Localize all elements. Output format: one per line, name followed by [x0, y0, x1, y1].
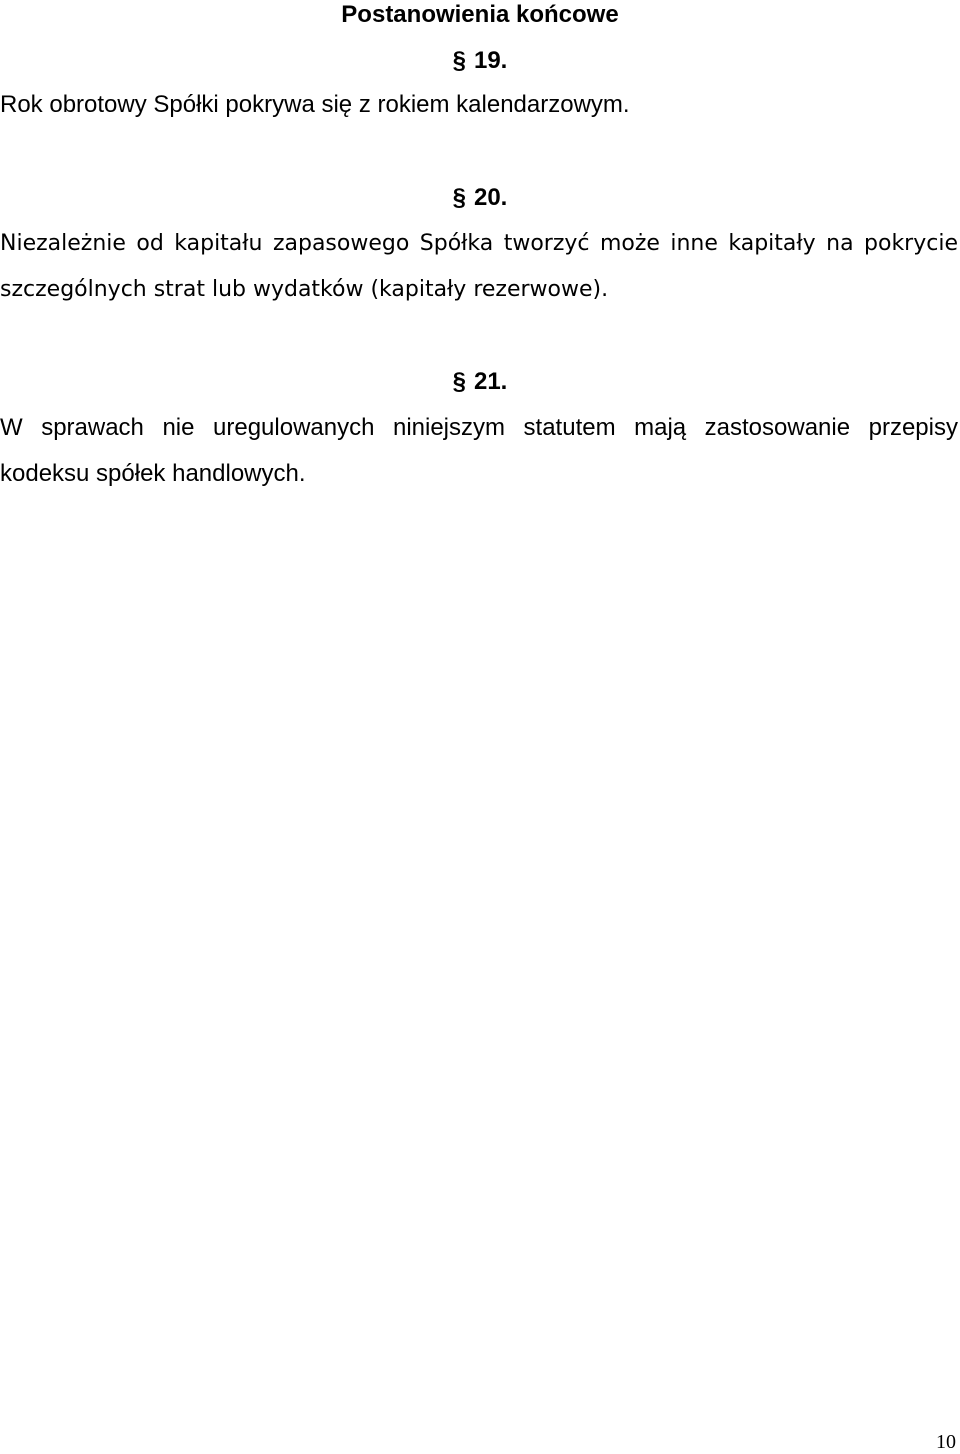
paragraph-19-text: Rok obrotowy Spółki pokrywa się z rokiem kalendarzowym.	[0, 91, 630, 118]
paragraph-number-21	[0, 367, 960, 397]
paragraph-number-20	[0, 183, 960, 213]
section-symbol: §	[452, 47, 466, 74]
paragraph-number-label: 21.	[473, 368, 508, 395]
paragraph-20-text: Niezależnie od kapitału zapasowego Spółka tworzyć może inne kapitały na pokrycie szczególnych strat lub wydatków (kapitały rezerwowe).	[0, 231, 958, 302]
section-symbol: §	[452, 368, 466, 395]
page-number: 10	[936, 1431, 956, 1453]
paragraph-number-19	[0, 46, 960, 76]
section-heading: Postanowienia końcowe	[341, 1, 619, 28]
paragraph-number-label: 20.	[473, 184, 508, 211]
paragraph-number-label: 19.	[473, 47, 508, 74]
section-symbol: §	[452, 184, 466, 211]
paragraph-21-text: W sprawach nie uregulowanych niniejszym statutem mają zastosowanie przepisy kodeksu spółek handlowych.	[0, 414, 958, 487]
